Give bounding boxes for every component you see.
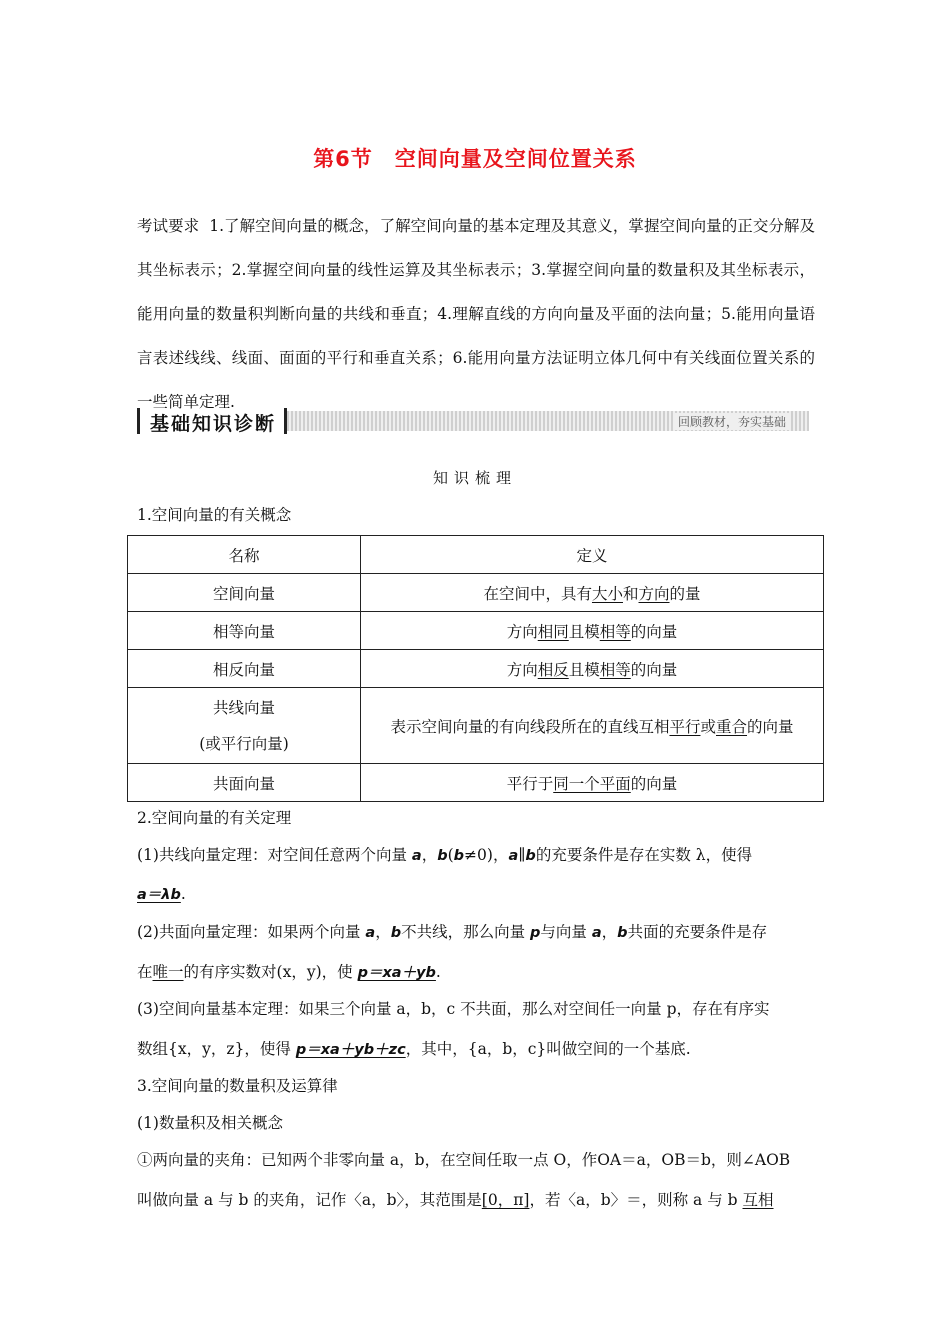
requirements-lead: 考试要求: [137, 217, 200, 235]
section-3-heading: 3.空间向量的数量积及运算律: [137, 1077, 338, 1095]
section-2-heading: 2.空间向量的有关定理: [137, 809, 292, 827]
row-definition: 表示空间向量的有向线段所在的直线互相平行或重合的向量: [361, 688, 824, 764]
row-name: 相反向量: [128, 650, 361, 688]
table-row: [128, 764, 824, 802]
row-definition: 方向相同且模相等的向量: [361, 612, 824, 650]
table-row: [128, 688, 824, 764]
section-1-heading: 1.空间向量的有关概念: [137, 506, 292, 524]
row-name: 共面向量: [128, 764, 361, 802]
banner-bar: [287, 411, 809, 431]
banner-left: [137, 408, 287, 434]
table-row: [128, 612, 824, 650]
row-name: 共线向量 (或平行向量): [128, 688, 361, 764]
row-name: 空间向量: [128, 574, 361, 612]
coplanar-formula: 在唯一的有序实数对(x，y)，使 p＝xa＋yb.: [137, 963, 441, 981]
basis-formula: 数组{x，y，z}，使得 p＝xa＋yb＋zc，其中，{a，b，c}叫做空间的一个基底.: [137, 1040, 691, 1058]
concept-table: [127, 535, 824, 802]
requirements-text: 1.了解空间向量的概念，了解空间向量的基本定理及其意义，掌握空间向量的正交分解及其坐标表示；2.掌握空间向量的线性运算及其坐标表示；3.掌握空间向量的数量积及其坐标表示，能用向量的数量积判断向量的共线和垂直；4.理解直线的方向向量及平面的法向量；5.能用向量语言表述线线、线面、面面的平行和垂直关系；6.能用向量方法证明立体几何中有关线面位置关系的一些简单定理.: [137, 217, 815, 411]
angle-definition: ①两向量的夹角：已知两个非零向量 a，b，在空间任取一点 O，作OA＝a，OB＝b，则∠AOB: [137, 1151, 791, 1169]
row-definition: 在空间中，具有大小和方向的量: [361, 574, 824, 612]
header-name: 名称: [128, 536, 361, 574]
exam-requirements: [137, 204, 815, 424]
basis-theorem: (3)空间向量基本定理：如果三个向量 a，b，c 不共面，那么对空间任一向量 p，存在有序实: [137, 1000, 770, 1018]
collinear-theorem: (1)共线向量定理：对空间任意两个向量 a，b(b≠0)，a∥b的充要条件是存在实数 λ，使得: [137, 846, 753, 864]
coplanar-theorem: (2)共面向量定理：如果两个向量 a，b不共线，那么向量 p与向量 a，b共面的充要条件是存: [137, 923, 768, 941]
banner-title: 基础知识诊断: [150, 413, 277, 435]
collinear-formula: a＝λb.: [137, 885, 186, 903]
header-definition: 定义: [361, 536, 824, 574]
angle-range: 叫做向量 a 与 b 的夹角，记作〈a，b〉，其范围是[0，π]，若〈a，b〉＝，则称 a 与 b 互相: [137, 1191, 774, 1209]
table-row: [128, 650, 824, 688]
table-row: [128, 574, 824, 612]
banner-subtitle: 回顾教材，夯实基础: [675, 413, 789, 430]
row-name: 相等向量: [128, 612, 361, 650]
section-banner: [137, 408, 809, 434]
row-definition: 方向相反且模相等的向量: [361, 650, 824, 688]
section-3-1-heading: (1)数量积及相关概念: [137, 1114, 283, 1132]
table-header-row: [128, 536, 824, 574]
knowledge-heading: 知识梳理: [432, 469, 517, 487]
row-definition: 平行于同一个平面的向量: [361, 764, 824, 802]
page-title: 第6节 空间向量及空间位置关系: [313, 147, 637, 171]
